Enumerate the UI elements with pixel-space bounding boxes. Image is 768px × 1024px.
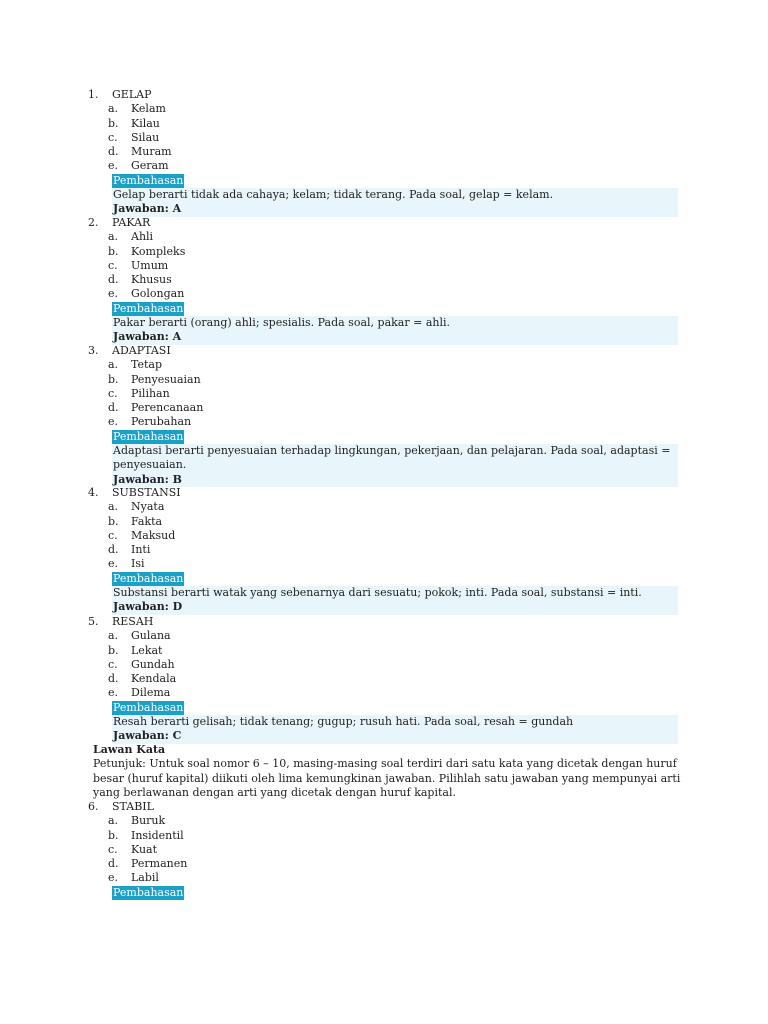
option-a (88, 102, 678, 116)
explanation-text: Gelap berarti tidak ada cahaya; kelam; tidak terang. Pada soal, gelap = kelam. (113, 188, 554, 202)
option-letter: c. (108, 130, 118, 144)
option-letter: b. (108, 828, 119, 842)
option-b (88, 515, 678, 529)
option-a (88, 358, 678, 372)
option-letter: c. (108, 528, 118, 542)
option-letter: d. (108, 672, 119, 686)
option-d (88, 672, 678, 686)
answer-text: Jawaban: D (113, 600, 183, 614)
option-letter: c. (108, 258, 118, 272)
explanation-box (112, 715, 678, 744)
option-letter: b. (108, 372, 119, 386)
question-6 (88, 800, 678, 900)
option-text: Pilihan (131, 386, 170, 400)
option-text: Muram (131, 145, 172, 159)
option-text: Inti (131, 543, 151, 557)
option-c (88, 387, 678, 401)
option-letter: e. (108, 159, 119, 173)
explanation-text: Resah berarti gelisah; tidak tenang; gugup; rusuh hati. Pada soal, resah = gundah (113, 715, 574, 729)
option-letter: b. (108, 643, 119, 657)
explanation-text: Adaptasi berarti penyesuaian terhadap lingkungan, pekerjaan, dan pelajaran. Pada soal, adaptasi = penyesuaian. (113, 444, 671, 472)
pembahasan-label: Pembahasan (113, 429, 184, 443)
option-e (88, 871, 678, 885)
pembahasan-label: Pembahasan (113, 571, 184, 585)
option-text: Perencanaan (131, 401, 204, 415)
option-letter: b. (108, 514, 119, 528)
option-text: Tetap (131, 358, 163, 372)
question-word: STABIL (112, 800, 154, 813)
question-word: SUBSTANSI (112, 486, 181, 499)
explanation-box (112, 586, 678, 615)
option-text: Ahli (131, 230, 154, 244)
question-heading (88, 615, 678, 629)
option-b (88, 644, 678, 658)
option-letter: a. (108, 814, 119, 828)
option-a (88, 629, 678, 643)
option-letter: d. (108, 543, 119, 557)
option-c (88, 259, 678, 273)
option-b (88, 829, 678, 843)
option-letter: a. (108, 358, 119, 372)
answer-text: Jawaban: A (113, 330, 182, 344)
section-instruction: Petunjuk: Untuk soal nomor 6 – 10, masing-masing soal terdiri dari satu kata yang dicetak dengan huruf besar (huruf kapital) diikuti oleh lima kemungkinan jawaban. Pilihlah satu jawaban yang mempunyai arti yang berlawanan dengan arti yang dicetak dengan huruf kapital. (93, 757, 681, 799)
option-d (88, 273, 678, 287)
explanation-box (112, 444, 678, 487)
option-text: Geram (131, 159, 169, 173)
answer-text: Jawaban: B (113, 472, 182, 486)
option-letter: d. (108, 145, 119, 159)
option-e (88, 415, 678, 429)
pembahasan-label: Pembahasan (113, 885, 184, 899)
question-3 (88, 344, 678, 487)
question-number: 1. (88, 88, 99, 101)
option-text: Isi (131, 557, 145, 571)
option-text: Kompleks (131, 244, 186, 258)
option-c (88, 843, 678, 857)
option-text: Penyesuaian (131, 372, 201, 386)
option-letter: a. (108, 500, 119, 514)
answer-text: Jawaban: A (113, 202, 182, 216)
question-number: 2. (88, 216, 99, 229)
option-text: Permanen (131, 857, 188, 871)
question-2 (88, 216, 678, 345)
option-letter: e. (108, 415, 119, 429)
option-letter: d. (108, 401, 119, 415)
option-text: Buruk (131, 814, 166, 828)
option-b (88, 117, 678, 131)
option-e (88, 686, 678, 700)
option-letter: b. (108, 244, 119, 258)
option-b (88, 373, 678, 387)
option-c (88, 658, 678, 672)
question-heading (88, 216, 678, 230)
option-text: Insidentil (131, 828, 184, 842)
option-c (88, 529, 678, 543)
question-word: GELAP (112, 88, 152, 101)
option-letter: a. (108, 230, 119, 244)
option-text: Kelam (131, 102, 166, 116)
option-text: Kilau (131, 116, 160, 130)
option-text: Umum (131, 258, 169, 272)
question-heading (88, 344, 678, 358)
option-letter: c. (108, 657, 118, 671)
option-letter: e. (108, 557, 119, 571)
option-text: Nyata (131, 500, 165, 514)
option-text: Kendala (131, 672, 177, 686)
option-d (88, 145, 678, 159)
pembahasan-label: Pembahasan (113, 173, 184, 187)
explanation-box (112, 188, 678, 217)
explanation-text: Substansi berarti watak yang sebenarnya dari sesuatu; pokok; inti. Pada soal, substansi = inti. (113, 586, 642, 600)
option-letter: e. (108, 871, 119, 885)
option-text: Silau (131, 130, 160, 144)
section-lawan-kata (93, 743, 683, 800)
option-e (88, 159, 678, 173)
explanation-text: Pakar berarti (orang) ahli; spesialis. Pada soal, pakar = ahli. (113, 316, 450, 330)
option-text: Fakta (131, 514, 163, 528)
question-number: 5. (88, 615, 99, 628)
option-b (88, 245, 678, 259)
pembahasan-label: Pembahasan (113, 301, 184, 315)
section-title: Lawan Kata (93, 743, 166, 756)
answer-text: Jawaban: C (113, 729, 182, 743)
option-text: Maksud (131, 528, 176, 542)
question-heading (88, 486, 678, 500)
option-text: Gundah (131, 657, 175, 671)
question-number: 3. (88, 344, 99, 357)
question-number: 4. (88, 486, 99, 499)
option-a (88, 230, 678, 244)
pembahasan-label: Pembahasan (113, 700, 184, 714)
explanation-box (112, 316, 678, 345)
question-5 (88, 615, 678, 744)
option-text: Khusus (131, 273, 172, 287)
option-letter: c. (108, 386, 118, 400)
option-letter: b. (108, 116, 119, 130)
option-text: Labil (131, 871, 159, 885)
option-text: Lekat (131, 643, 163, 657)
question-word: PAKAR (112, 216, 151, 229)
option-text: Dilema (131, 686, 171, 700)
question-heading (88, 800, 678, 814)
question-4 (88, 486, 678, 615)
question-number: 6. (88, 800, 99, 813)
option-text: Perubahan (131, 415, 192, 429)
option-text: Kuat (131, 842, 158, 856)
question-heading (88, 88, 678, 102)
option-letter: a. (108, 102, 119, 116)
option-letter: d. (108, 857, 119, 871)
option-d (88, 543, 678, 557)
option-letter: d. (108, 273, 119, 287)
option-a (88, 814, 678, 828)
option-d (88, 857, 678, 871)
option-letter: a. (108, 629, 119, 643)
option-text: Gulana (131, 629, 171, 643)
option-c (88, 131, 678, 145)
option-text: Golongan (131, 287, 185, 301)
option-e (88, 557, 678, 571)
option-letter: e. (108, 686, 119, 700)
option-letter: e. (108, 287, 119, 301)
question-1 (88, 88, 678, 217)
option-letter: c. (108, 842, 118, 856)
option-a (88, 500, 678, 514)
option-d (88, 401, 678, 415)
question-word: ADAPTASI (112, 344, 171, 357)
option-e (88, 287, 678, 301)
question-word: RESAH (112, 615, 154, 628)
